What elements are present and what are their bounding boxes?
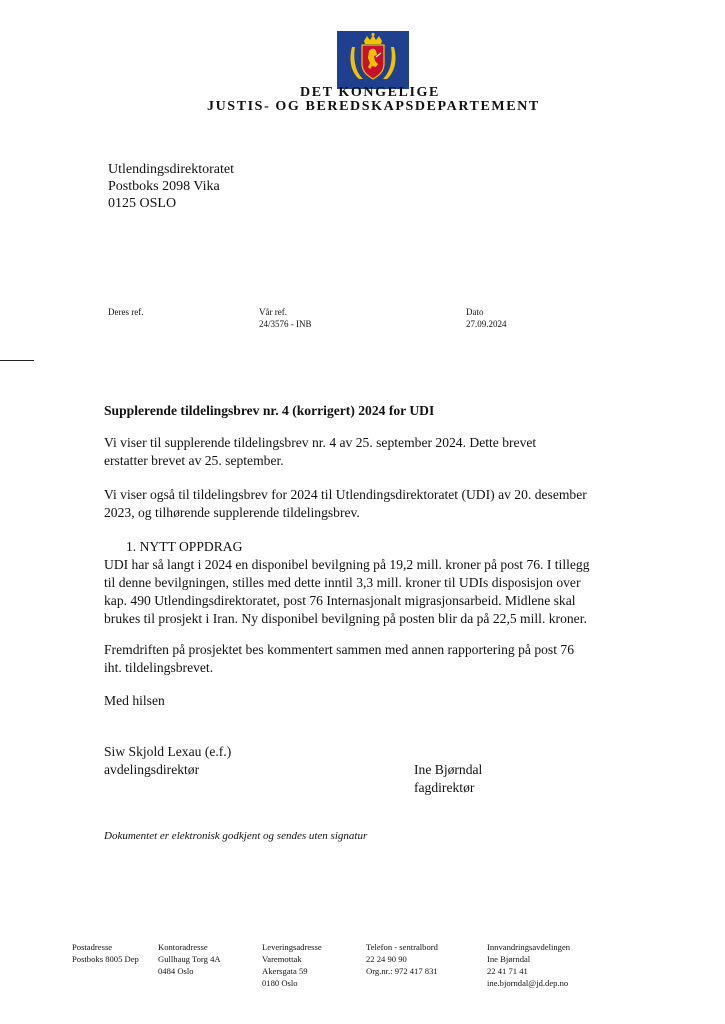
date-label: Dato — [466, 307, 484, 317]
paragraph-line: 2023, og tilhørende supplerende tildelingsbrev. — [104, 505, 360, 520]
footer-heading: Telefon - sentralbord — [366, 942, 438, 952]
footer-line: Postboks 8005 Dep — [72, 954, 139, 964]
signature-right — [414, 761, 482, 797]
footer-heading: Leveringsadresse — [262, 942, 322, 952]
footer-office-address — [158, 941, 221, 977]
paragraph-line: til denne bevilgningen, stilles med dette inntil 3,3 mill. kroner til UDIs disposisjon over — [104, 575, 581, 590]
date-value: 27.09.2024 — [466, 319, 507, 329]
footer-line: Akersgata 59 — [262, 966, 308, 976]
footer-line: Ine Bjørndal — [487, 954, 531, 964]
signature-left-title: avdelingsdirektør — [104, 762, 200, 777]
signature-left — [104, 743, 231, 779]
recipient-postal: 0125 OSLO — [108, 196, 177, 211]
electronic-approval-note: Dokumentet er elektronisk godkjent og sendes uten signatur — [104, 830, 368, 842]
deres-ref-label: Deres ref. — [108, 307, 144, 317]
paragraph-line: kap. 490 Utlendingsdirektoratet, post 76 Internasjonalt migrasjonsarbeid. Midlene skal — [104, 593, 576, 608]
paragraph-4 — [104, 641, 664, 677]
var-ref — [259, 306, 312, 330]
paragraph-line: erstatter brevet av 25. september. — [104, 453, 284, 468]
signature-right-name: Ine Bjørndal — [414, 762, 483, 777]
var-ref-value: 24/3576 - INB — [259, 319, 312, 329]
footer-line: 22 41 71 41 — [487, 966, 528, 976]
paragraph-2 — [104, 486, 664, 522]
footer-delivery-address — [262, 941, 322, 989]
date-ref — [466, 306, 507, 330]
fold-mark — [0, 360, 34, 361]
paragraph-line: UDI har så langt i 2024 en disponibel bevilgning på 19,2 mill. kroner på post 76. I tillegg — [104, 557, 590, 572]
footer-heading: Innvandringsavdelingen — [487, 942, 571, 952]
footer-line: Varemottak — [262, 954, 302, 964]
footer-contact — [487, 941, 570, 989]
section-heading: 1. NYTT OPPDRAG — [126, 539, 243, 554]
footer-postal-address — [72, 941, 139, 965]
ministry-name-line2: JUSTIS- OG BEREDSKAPSDEPARTEMENT — [207, 99, 540, 114]
footer-line: 0484 Oslo — [158, 966, 194, 976]
paragraph-line: iht. tildelingsbrevet. — [104, 660, 214, 675]
recipient-name: Utlendingsdirektoratet — [108, 162, 234, 177]
footer-phone — [366, 941, 438, 977]
signature-left-name: Siw Skjold Lexau (e.f.) — [104, 744, 232, 759]
letter-title: Supplerende tildelingsbrev nr. 4 (korrigert) 2024 for UDI — [104, 403, 435, 418]
paragraph-line: Vi viser til supplerende tildelingsbrev nr. 4 av 25. september 2024. Dette brevet — [104, 435, 537, 450]
paragraph-line: Vi viser også til tildelingsbrev for 2024 til Utlendingsdirektoratet (UDI) av 20. desember — [104, 487, 587, 502]
signature-right-title: fagdirektør — [414, 780, 475, 795]
footer-heading: Postadresse — [72, 942, 113, 952]
paragraph-3 — [104, 556, 664, 628]
paragraph-line: brukes til prosjekt i Iran. Ny disponibel bevilgning på posten blir da på 22,5 mill. kroner. — [104, 611, 587, 626]
footer-line: 22 24 90 90 — [366, 954, 407, 964]
footer-email: ine.bjorndal@jd.dep.no — [487, 978, 569, 988]
recipient-address — [108, 161, 234, 212]
var-ref-label: Vår ref. — [259, 307, 287, 317]
paragraph-line: Fremdriften på prosjektet bes kommentert sammen med annen rapportering på post 76 — [104, 642, 574, 657]
ministry-name-line1: DET KONGELIGE — [300, 85, 440, 100]
footer-heading: Kontoradresse — [158, 942, 208, 952]
footer-line: Gullhaug Torg 4A — [158, 954, 221, 964]
coat-of-arms-icon — [337, 31, 409, 89]
footer-line: 0180 Oslo — [262, 978, 298, 988]
paragraph-1 — [104, 434, 664, 470]
footer-line: Org.nr.: 972 417 831 — [366, 966, 438, 976]
closing: Med hilsen — [104, 693, 165, 708]
recipient-street: Postboks 2098 Vika — [108, 179, 220, 194]
